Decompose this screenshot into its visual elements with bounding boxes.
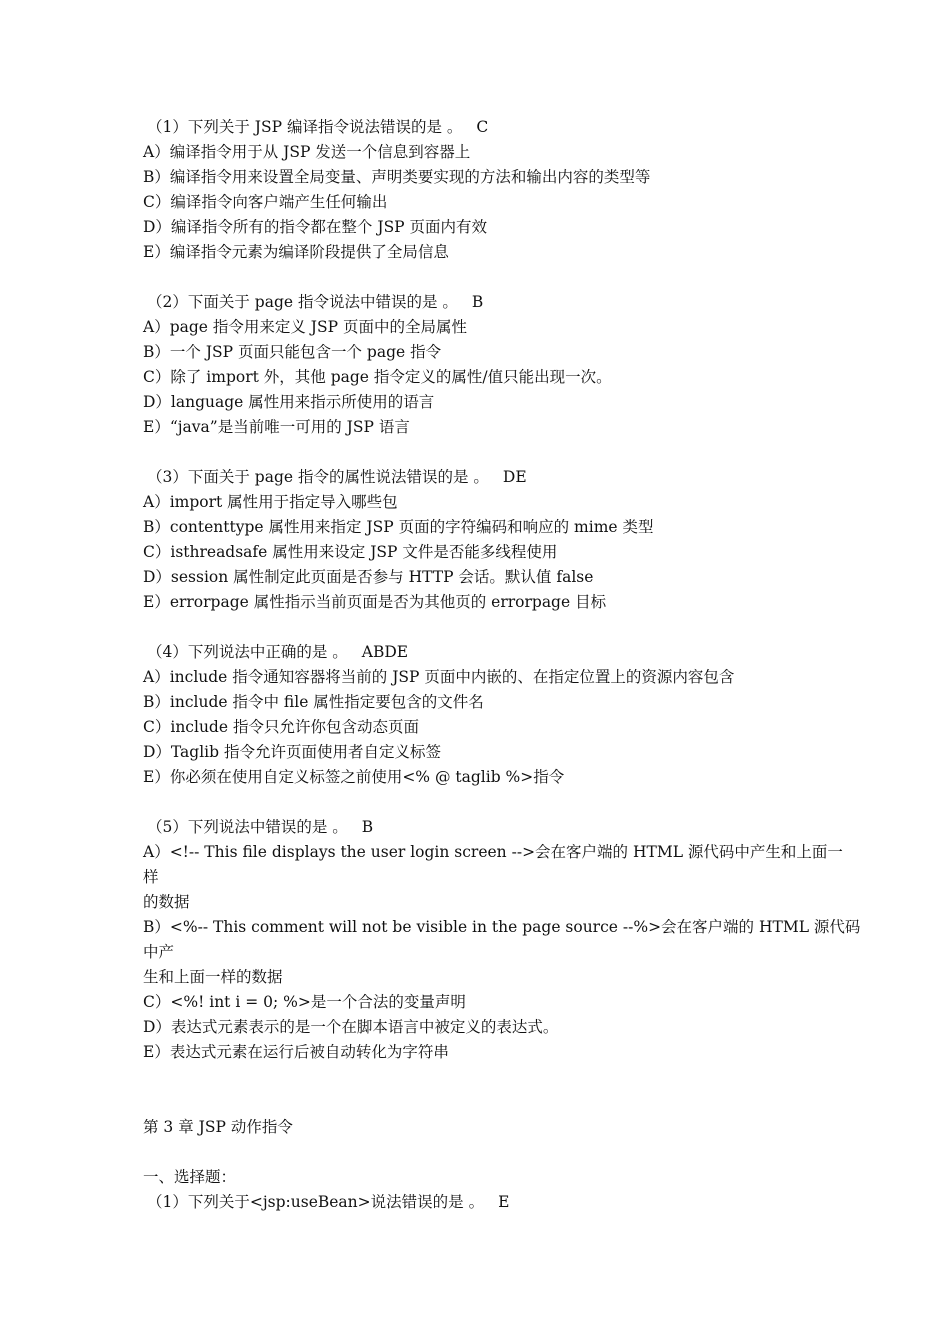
spacer bbox=[143, 1140, 813, 1165]
option: D）session 属性制定此页面是否参与 HTTP 会话。默认值 false bbox=[143, 568, 594, 586]
section-heading: 一、选择题： bbox=[143, 1168, 237, 1186]
option: B）一个 JSP 页面只能包含一个 page 指令 bbox=[143, 343, 442, 361]
option: A）<!-- This file displays the user login screen -->会在客户端的 HTML 源代码中产生和上面一 bbox=[143, 843, 843, 861]
answer-key: DE bbox=[502, 468, 527, 486]
spacer bbox=[143, 615, 813, 640]
question-text: （3）下面关于 page 指令的属性说法错误的是 。 bbox=[147, 468, 489, 486]
option: C）除了 import 外，其他 page 指令定义的属性/值只能出现一次。 bbox=[143, 368, 612, 386]
spacer bbox=[143, 265, 813, 290]
question-text: （4）下列说法中正确的是 。 bbox=[147, 643, 348, 661]
option: E）你必须在使用自定义标签之前使用<% @ taglib %>指令 bbox=[143, 768, 565, 786]
option-continuation: 生和上面一样的数据 bbox=[143, 968, 283, 986]
option: D）Taglib 指令允许页面使用者自定义标签 bbox=[143, 743, 441, 761]
option: B）contenttype 属性用来指定 JSP 页面的字符编码和响应的 mime 类型 bbox=[143, 518, 654, 536]
option: A）include 指令通知容器将当前的 JSP 页面中内嵌的、在指定位置上的资源内容包含 bbox=[143, 668, 735, 686]
option: D）language 属性用来指示所使用的语言 bbox=[143, 393, 435, 411]
chapter-question-1-title bbox=[143, 1190, 813, 1215]
option: A）page 指令用来定义 JSP 页面中的全局属性 bbox=[143, 318, 467, 336]
question-text: （2）下面关于 page 指令说法中错误的是 。 bbox=[147, 293, 458, 311]
question-text: （1）下列关于 JSP 编译指令说法错误的是 。 bbox=[147, 118, 463, 136]
option: D）编译指令所有的指令都在整个 JSP 页面内有效 bbox=[143, 218, 488, 236]
option: C）编译指令向客户端产生任何输出 bbox=[143, 193, 388, 211]
option: E）编译指令元素为编译阶段提供了全局信息 bbox=[143, 243, 449, 261]
answer-key: B bbox=[361, 818, 374, 836]
option: E）“java”是当前唯一可用的 JSP 语言 bbox=[143, 418, 410, 436]
option-continuation: 中产 bbox=[143, 943, 175, 961]
question-2-title bbox=[143, 290, 813, 315]
spacer bbox=[143, 1065, 813, 1115]
question-text: （1）下列关于<jsp:useBean>说法错误的是 。 bbox=[147, 1193, 485, 1211]
option: A）import 属性用于指定导入哪些包 bbox=[143, 493, 398, 511]
option: B）编译指令用来设置全局变量、声明类要实现的方法和输出内容的类型等 bbox=[143, 168, 651, 186]
option: E）表达式元素在运行后被自动转化为字符串 bbox=[143, 1043, 449, 1061]
option: C）<%! int i = 0; %>是一个合法的变量声明 bbox=[143, 993, 466, 1011]
option-continuation: 的数据 bbox=[143, 893, 190, 911]
answer-key: C bbox=[476, 118, 489, 136]
option: C）include 指令只允许你包含动态页面 bbox=[143, 718, 419, 736]
answer-key: E bbox=[498, 1193, 510, 1211]
option: E）errorpage 属性指示当前页面是否为其他页的 errorpage 目标 bbox=[143, 593, 607, 611]
spacer bbox=[143, 440, 813, 465]
answer-key: B bbox=[471, 293, 484, 311]
document-page bbox=[143, 115, 861, 1215]
answer-key: ABDE bbox=[361, 643, 409, 661]
question-4-title bbox=[143, 640, 813, 665]
option: A）编译指令用于从 JSP 发送一个信息到容器上 bbox=[143, 143, 471, 161]
option-continuation: 样 bbox=[143, 868, 159, 886]
chapter-heading: 第 3 章 JSP 动作指令 bbox=[143, 1118, 293, 1136]
option: D）表达式元素表示的是一个在脚本语言中被定义的表达式。 bbox=[143, 1018, 559, 1036]
question-5-title bbox=[143, 815, 813, 840]
option: C）isthreadsafe 属性用来设定 JSP 文件是否能多线程使用 bbox=[143, 543, 558, 561]
option: B）include 指令中 file 属性指定要包含的文件名 bbox=[143, 693, 484, 711]
question-text: （5）下列说法中错误的是 。 bbox=[147, 818, 348, 836]
option: B）<%-- This comment will not be visible in the page source --%>会在客户端的 HTML 源代码 bbox=[143, 918, 861, 936]
spacer bbox=[143, 790, 813, 815]
question-3-title bbox=[143, 465, 813, 490]
question-1-title bbox=[143, 115, 813, 140]
